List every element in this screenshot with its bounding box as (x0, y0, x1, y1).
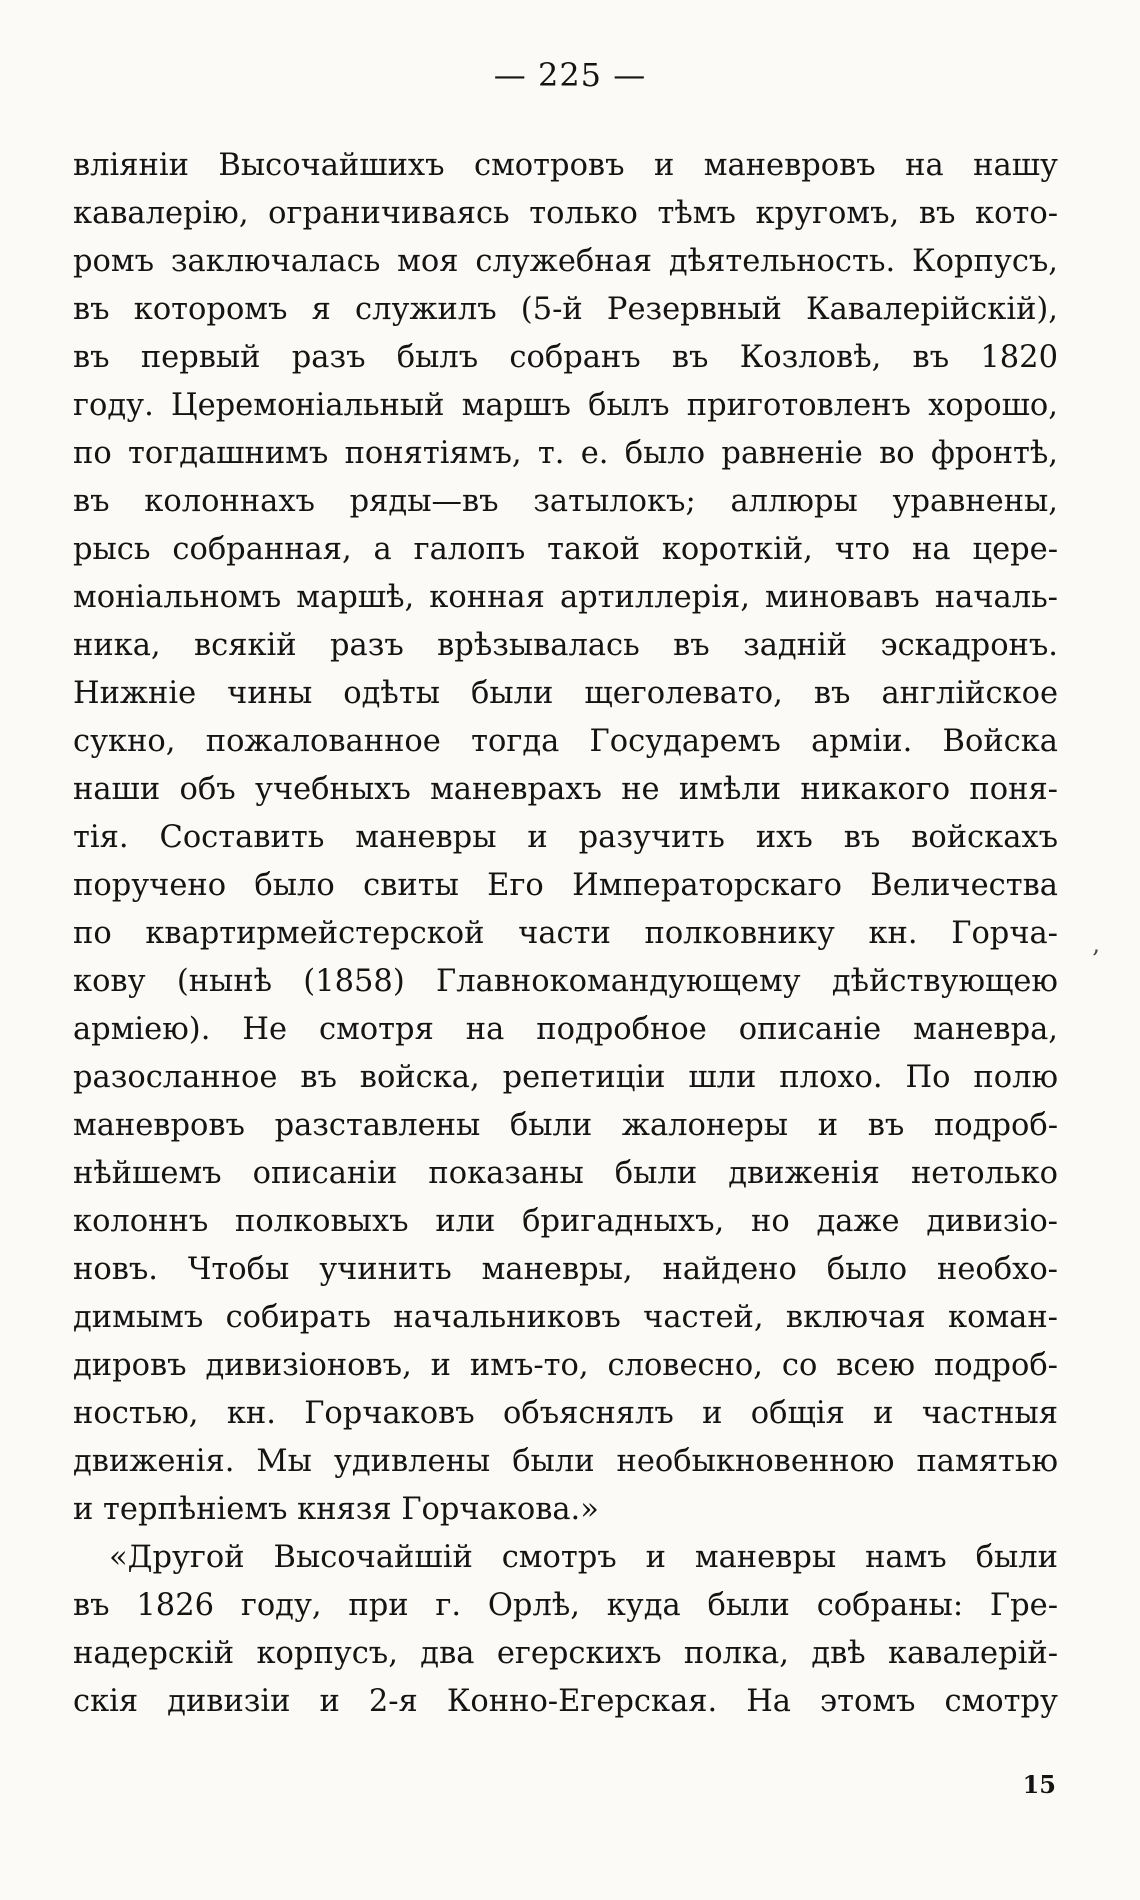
text-line: димымъ собирать начальниковъ частей, включая коман- (73, 1300, 1058, 1335)
text-line: движенія. Мы удивлены были необыкновенною памятью (73, 1444, 1058, 1479)
text-line: и терпѣніемъ князя Горчакова.» (73, 1492, 599, 1527)
text-line: рысь собранная, а галопъ такой короткій, что на цере- (73, 532, 1058, 567)
text-line: въ которомъ я служилъ (5-й Резервный Кавалерійскій), (73, 292, 1058, 327)
text-line: арміею). Не смотря на подробное описаніе маневра, (73, 1012, 1058, 1047)
text-line: поручено было свиты Его Императорскаго Величества (73, 868, 1058, 903)
text-line: скія дивизіи и 2-я Конно-Егерская. На этомъ смотру (73, 1684, 1058, 1719)
text-line: въ первый разъ былъ собранъ въ Козловѣ, въ 1820 (73, 340, 1058, 375)
text-line: дировъ дивизіоновъ, и имъ-то, словесно, со всею подроб- (73, 1348, 1058, 1383)
text-line: въ 1826 году, при г. Орлѣ, куда были собраны: Гре- (73, 1588, 1058, 1623)
text-line: по квартирмейстерской части полковнику кн. Горча- (73, 916, 1058, 951)
text-line: колоннъ полковыхъ или бригадныхъ, но даже дивизіо- (73, 1204, 1058, 1239)
text-line: маневровъ разставлены были жалонеры и въ подроб- (73, 1108, 1058, 1143)
signature-mark: 15 (1022, 1770, 1056, 1799)
text-line: Нижніе чины одѣты были щеголевато, въ англійское (73, 676, 1058, 711)
text-line: наши объ учебныхъ маневрахъ не имѣли никакого поня- (73, 772, 1058, 807)
text-line: ностью, кн. Горчаковъ объяснялъ и общія и частныя (73, 1396, 1058, 1431)
text-line: разосланное въ войска, репетиціи шли плохо. По полю (73, 1060, 1058, 1095)
text-line: моніальномъ маршѣ, конная артиллерія, миновавъ началь- (73, 580, 1058, 615)
text-line: ромъ заключалась моя служебная дѣятельность. Корпусъ, (73, 244, 1058, 279)
text-line: надерскій корпусъ, два егерскихъ полка, двѣ кавалерій- (73, 1636, 1058, 1671)
text-line: году. Церемоніальный маршъ былъ приготовленъ хорошо, (73, 388, 1058, 423)
text-line: по тогдашнимъ понятіямъ, т. е. было равненіе во фронтѣ, (73, 436, 1058, 471)
margin-mark: , (1092, 930, 1100, 958)
text-line: нѣйшемъ описаніи показаны были движенія нетолько (73, 1156, 1058, 1191)
text-line: тія. Составить маневры и разучить ихъ въ войскахъ (73, 820, 1058, 855)
text-line: ника, всякій разъ врѣзывалась въ задній эскадронъ. (73, 628, 1058, 663)
text-line: сукно, пожалованное тогда Государемъ арміи. Войска (73, 724, 1058, 759)
paragraph-first-line: «Другой Высочайшій смотръ и маневры намъ были (109, 1540, 1058, 1575)
text-line: вліяніи Высочайшихъ смотровъ и маневровъ на нашу (73, 148, 1058, 183)
text-line: новъ. Чтобы учинить маневры, найдено было необхо- (73, 1252, 1058, 1287)
text-line: въ колоннахъ ряды—въ затылокъ; аллюры уравнены, (73, 484, 1058, 519)
text-line: кову (нынѣ (1858) Главнокомандующему дѣйствующею (73, 964, 1058, 999)
text-line: кавалерію, ограничиваясь только тѣмъ кругомъ, въ кото- (73, 196, 1058, 231)
page-number: — 225 — (493, 56, 647, 94)
